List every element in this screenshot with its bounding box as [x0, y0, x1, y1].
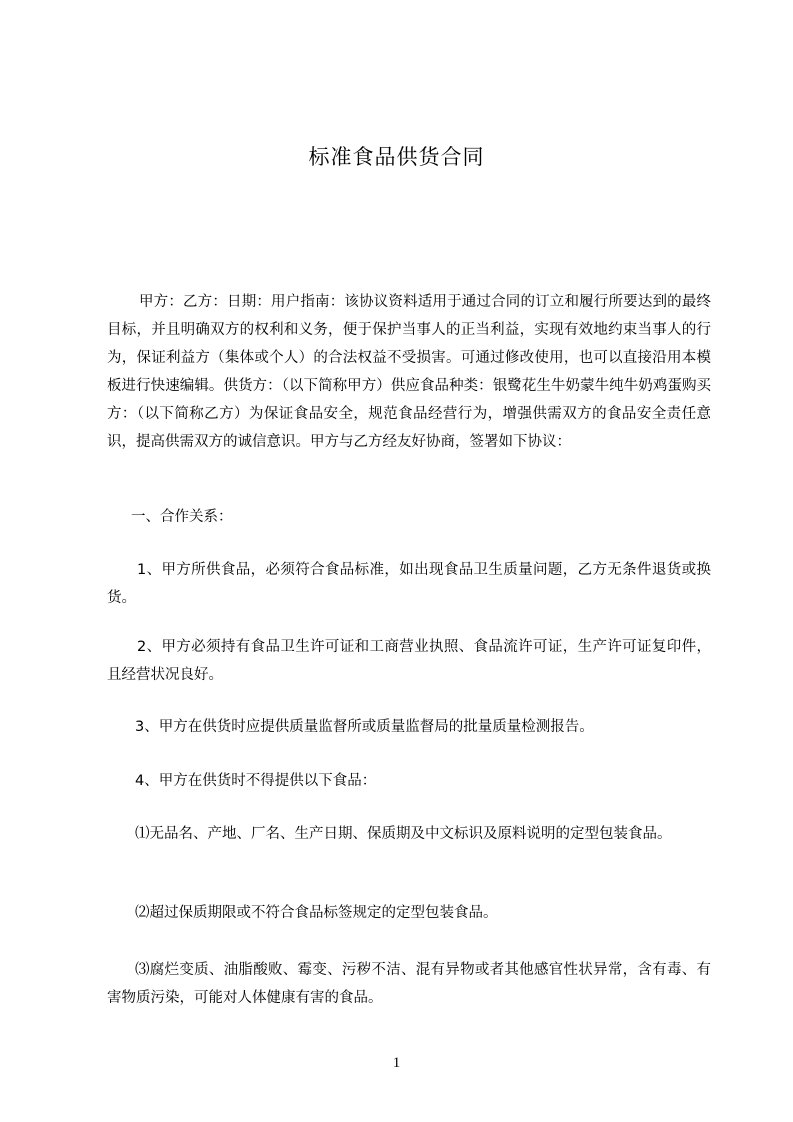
intro-paragraph: 甲方：乙方：日期：用户指南：该协议资料适用于通过合同的订立和履行所要达到的最终目标，并且明确双方的权利和义务，便于保护当事人的正当利益，实现有效地约束当事人的行为，保证利益方（集体或个人）的合法权益不受损害。可通过修改使用，也可以直接沿用本模板进行快速编辑。供货方：（以下简称甲方）供应食品种类：银鹭花生牛奶蒙牛纯牛奶鸡蛋购买方：（以下简称乙方）为保证食品安全，规范食品经营行为，增强供需双方的食品安全责任意识，提高供需双方的诚信意识。甲方与乙方经友好协商，签署如下协议： [107, 294, 711, 450]
sub-clause-1: ⑴无品名、产地、厂名、生产日期、保质期及中文标识及原料说明的定型包装食品。 [135, 826, 672, 842]
section-heading: 一、合作关系： [131, 509, 233, 525]
sub-clause-2: ⑵超过保质期限或不符合食品标签规定的定型包装食品。 [135, 905, 498, 921]
page-number: 1 [392, 1055, 401, 1071]
clause-2: 2、甲方必须持有食品卫生许可证和工商营业执照、食品流许可证，生产许可证复印件，且经营状况良好。 [107, 639, 711, 683]
clause-4: 4、甲方在供货时不得提供以下食品： [135, 773, 377, 789]
sub-clause-3: ⑶腐烂变质、油脂酸败、霉变、污秽不洁、混有异物或者其他感官性状异常，含有毒、有害物质污染，可能对人体健康有害的食品。 [107, 962, 711, 1006]
clause-1: 1、甲方所供食品，必须符合食品标准，如出现食品卫生质量问题，乙方无条件退货或换货。 [107, 562, 711, 606]
document-title: 标准食品供货合同 [308, 145, 485, 169]
clause-3: 3、甲方在供货时应提供质量监督所或质量监督局的批量质量检测报告。 [135, 719, 594, 735]
